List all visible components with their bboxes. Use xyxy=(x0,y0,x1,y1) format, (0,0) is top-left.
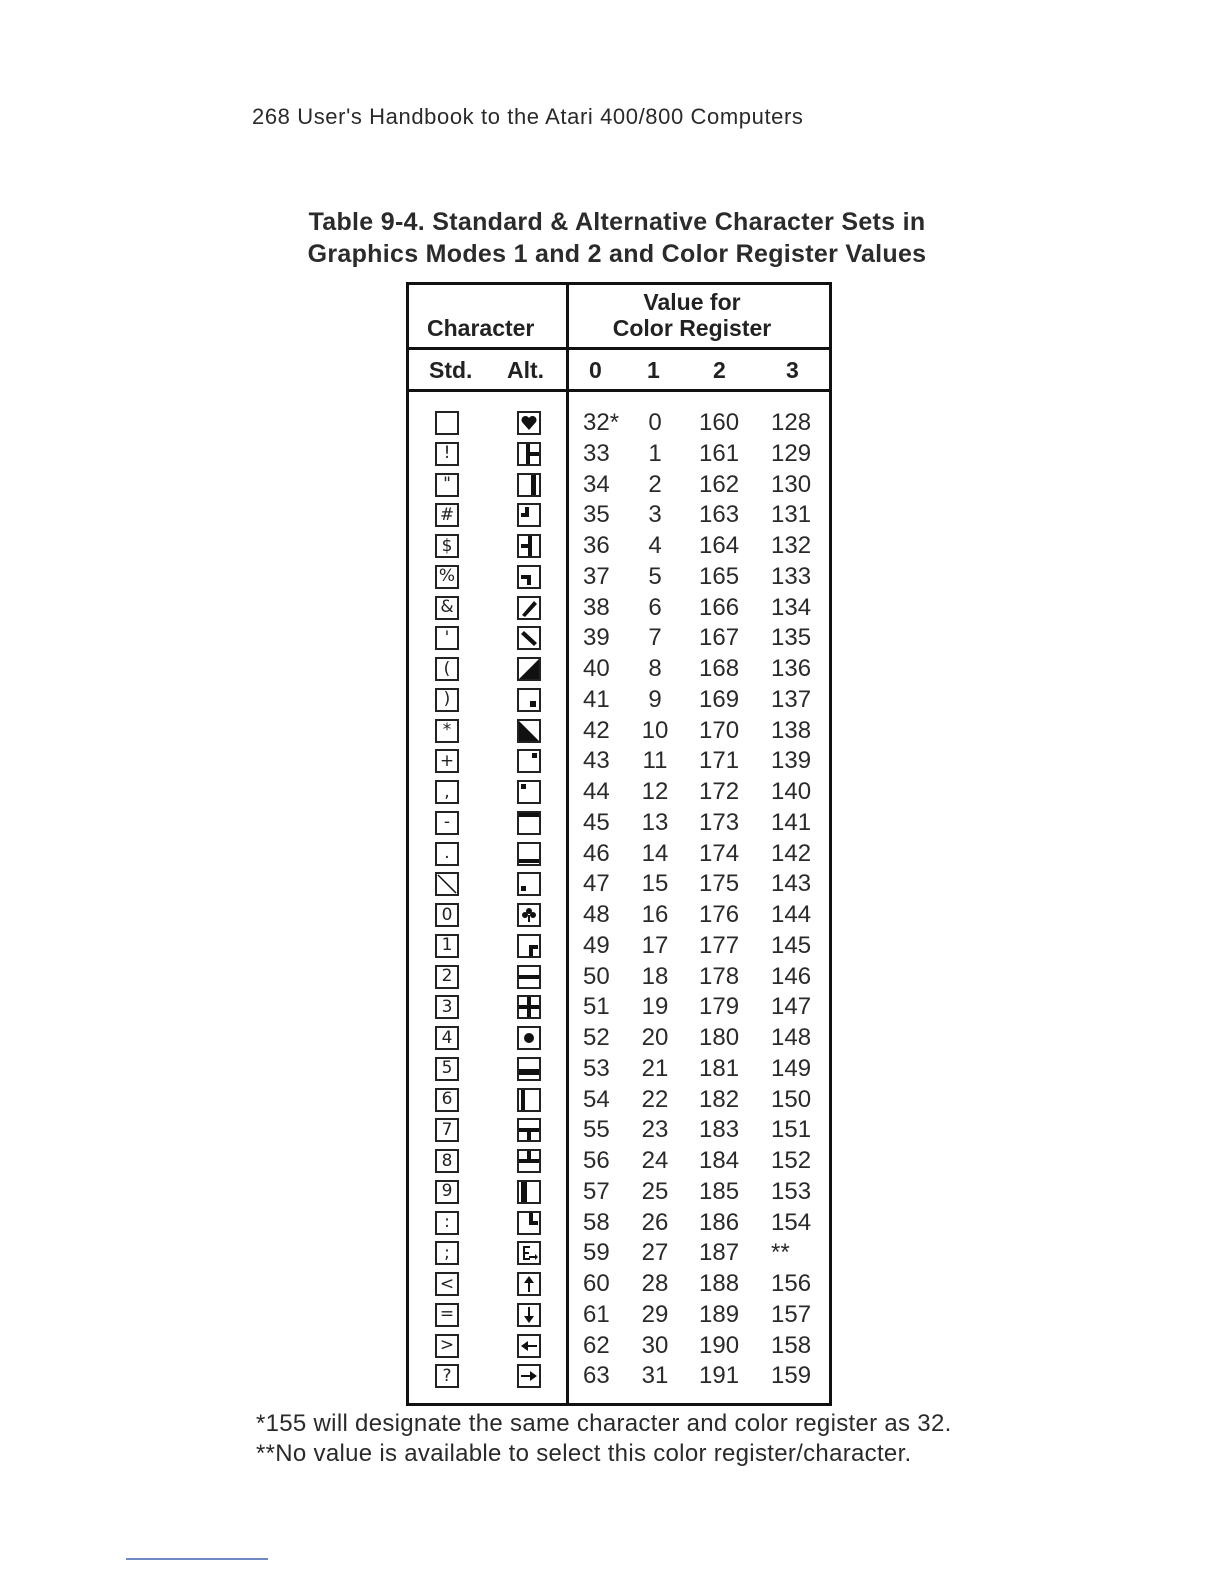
register-value-0: 63 xyxy=(583,1362,610,1390)
register-value-1: 28 xyxy=(641,1270,669,1297)
register-value-2: 164 xyxy=(699,532,740,559)
caption-line-1: Table 9-4. Standard & Alternative Character Sets in xyxy=(308,208,926,236)
footnote-1: *155 will designate the same character and color register as 32. xyxy=(256,1410,952,1437)
table-row xyxy=(409,1361,829,1392)
register-value-3: 128 xyxy=(771,409,812,436)
std-character: ( xyxy=(435,657,459,681)
register-value-3: 158 xyxy=(771,1331,812,1359)
register-value-0: 34 xyxy=(583,470,610,498)
table-row xyxy=(409,1085,829,1116)
register-value-3: 142 xyxy=(771,839,812,867)
table-row xyxy=(409,839,829,870)
register-value-1: 29 xyxy=(641,1300,669,1328)
register-value-0: 43 xyxy=(583,747,610,775)
register-value-1: 25 xyxy=(641,1177,669,1205)
register-value-1: 23 xyxy=(641,1116,669,1144)
table-row xyxy=(409,408,829,439)
register-value-1: 4 xyxy=(648,532,662,559)
left-bar-icon xyxy=(517,1088,541,1112)
register-value-0: 46 xyxy=(583,839,610,867)
register-value-2: 179 xyxy=(699,993,740,1021)
std-character: ? xyxy=(435,1364,459,1388)
register-value-1: 19 xyxy=(641,993,669,1021)
register-value-1: 3 xyxy=(648,501,662,529)
register-value-3: 140 xyxy=(771,778,812,805)
register-value-3: 139 xyxy=(771,747,812,775)
register-value-3: 141 xyxy=(771,808,812,836)
table-row xyxy=(409,992,829,1023)
std-character: 2 xyxy=(435,965,459,989)
register-value-1: 12 xyxy=(641,778,669,805)
register-value-0: 37 xyxy=(583,562,610,590)
register-value-0: 50 xyxy=(583,962,610,990)
std-character xyxy=(435,872,459,896)
register-value-3: 137 xyxy=(771,685,812,713)
header-reg-1: 1 xyxy=(647,357,660,383)
register-value-3: 147 xyxy=(771,993,812,1021)
small-block-top-left-icon xyxy=(517,780,541,804)
register-value-1: 22 xyxy=(641,1085,669,1113)
register-value-1: 5 xyxy=(648,562,662,590)
register-value-2: 167 xyxy=(699,624,740,652)
table-row xyxy=(409,1054,829,1085)
table-row xyxy=(409,654,829,685)
left-thick-bar-icon xyxy=(517,1180,541,1204)
register-value-3: 129 xyxy=(771,439,812,467)
register-value-2: 160 xyxy=(699,409,740,436)
register-value-1: 27 xyxy=(641,1239,669,1267)
register-value-0: 54 xyxy=(583,1085,610,1113)
register-value-2: 161 xyxy=(699,439,740,467)
table-row xyxy=(409,1177,829,1208)
register-value-0: 42 xyxy=(583,716,610,744)
header-divider-2 xyxy=(409,389,829,392)
register-value-2: 185 xyxy=(699,1177,740,1205)
arrow-down-icon xyxy=(517,1303,541,1327)
heart-icon xyxy=(517,411,541,435)
register-value-3: 136 xyxy=(771,655,812,682)
register-value-3: 145 xyxy=(771,931,812,959)
small-block-bottom-left-icon xyxy=(517,872,541,896)
register-value-0: 33 xyxy=(583,439,610,467)
horizontal-line-icon xyxy=(517,965,541,989)
register-value-0: 62 xyxy=(583,1331,610,1359)
small-block-bottom-right-icon xyxy=(517,688,541,712)
table-row xyxy=(409,623,829,654)
register-value-1: 9 xyxy=(648,685,662,713)
register-value-2: 174 xyxy=(699,839,740,867)
std-character: > xyxy=(435,1334,459,1358)
register-value-2: 183 xyxy=(699,1116,740,1144)
register-value-3: 138 xyxy=(771,716,812,744)
register-value-2: 181 xyxy=(699,1054,740,1082)
register-value-1: 24 xyxy=(641,1147,669,1174)
corner-lower-right-icon xyxy=(517,934,541,958)
register-value-1: 2 xyxy=(648,470,662,498)
register-value-2: 178 xyxy=(699,962,740,990)
register-value-0: 60 xyxy=(583,1270,610,1297)
table-row xyxy=(409,746,829,777)
std-character: $ xyxy=(435,534,459,558)
table-row xyxy=(409,900,829,931)
register-value-1: 21 xyxy=(641,1054,669,1082)
club-icon xyxy=(517,903,541,927)
register-value-0: 36 xyxy=(583,532,610,559)
register-value-1: 16 xyxy=(641,901,669,928)
arrow-up-icon xyxy=(517,1272,541,1296)
header-std: Std. xyxy=(429,357,473,383)
table-row xyxy=(409,1300,829,1331)
slash-icon xyxy=(517,596,541,620)
register-value-0: 32* xyxy=(583,409,620,436)
std-character: # xyxy=(435,503,459,527)
register-value-1: 15 xyxy=(641,870,669,898)
table-row xyxy=(409,1331,829,1362)
std-character: - xyxy=(435,811,459,835)
register-value-0: 61 xyxy=(583,1300,610,1328)
table-row xyxy=(409,777,829,808)
register-value-3: 143 xyxy=(771,870,812,898)
register-value-2: 171 xyxy=(699,747,740,775)
std-character: & xyxy=(435,596,459,620)
register-value-2: 166 xyxy=(699,593,740,621)
register-value-0: 59 xyxy=(583,1239,610,1267)
register-value-0: 58 xyxy=(583,1208,610,1236)
table-caption xyxy=(0,206,1224,270)
register-value-3: 154 xyxy=(771,1208,812,1236)
register-value-3: 146 xyxy=(771,962,812,990)
register-value-1: 17 xyxy=(641,931,669,959)
bottom-bar-icon xyxy=(517,842,541,866)
std-character: 0 xyxy=(435,903,459,927)
register-value-2: 172 xyxy=(699,778,740,805)
register-value-1: 20 xyxy=(641,1024,669,1051)
register-value-1: 1 xyxy=(648,439,662,467)
register-value-2: 180 xyxy=(699,1024,740,1051)
corner-upper-right-icon xyxy=(517,1211,541,1235)
std-character xyxy=(435,411,459,435)
register-value-2: 176 xyxy=(699,901,740,928)
register-value-3: 132 xyxy=(771,532,812,559)
register-value-0: 51 xyxy=(583,993,610,1021)
header-value-for: Value for xyxy=(643,289,741,315)
header-reg-3: 3 xyxy=(786,357,799,383)
std-character: 9 xyxy=(435,1180,459,1204)
register-value-3: 148 xyxy=(771,1024,812,1051)
register-value-2: 175 xyxy=(699,870,740,898)
std-character: + xyxy=(435,749,459,773)
std-character: ' xyxy=(435,626,459,650)
std-character: . xyxy=(435,842,459,866)
ball-icon xyxy=(517,1026,541,1050)
register-value-0: 53 xyxy=(583,1054,610,1082)
register-value-2: 163 xyxy=(699,501,740,529)
std-character: 4 xyxy=(435,1026,459,1050)
register-value-1: 8 xyxy=(648,655,662,682)
register-value-0: 38 xyxy=(583,593,610,621)
table-row xyxy=(409,1208,829,1239)
register-value-3: 131 xyxy=(771,501,812,529)
register-value-2: 177 xyxy=(699,931,740,959)
register-value-3: 149 xyxy=(771,1054,812,1082)
register-value-2: 184 xyxy=(699,1147,740,1174)
register-value-2: 191 xyxy=(699,1362,740,1390)
std-character: 3 xyxy=(435,995,459,1019)
register-value-1: 30 xyxy=(641,1331,669,1359)
register-value-3: 133 xyxy=(771,562,812,590)
std-character: ! xyxy=(435,442,459,466)
register-value-1: 11 xyxy=(642,747,668,775)
tee-left-icon xyxy=(517,534,541,558)
std-character: 6 xyxy=(435,1088,459,1112)
register-value-3: 144 xyxy=(771,901,812,928)
register-value-0: 35 xyxy=(583,501,610,529)
table-row xyxy=(409,470,829,501)
register-value-2: 165 xyxy=(699,562,740,590)
register-value-0: 47 xyxy=(583,870,610,898)
register-value-0: 49 xyxy=(583,931,610,959)
small-block-top-right-icon xyxy=(517,749,541,773)
table-row xyxy=(409,962,829,993)
table-row xyxy=(409,593,829,624)
register-value-0: 45 xyxy=(583,808,610,836)
std-character: " xyxy=(435,473,459,497)
table-row xyxy=(409,716,829,747)
register-value-2: 189 xyxy=(699,1300,740,1328)
std-character: , xyxy=(435,780,459,804)
register-value-3: 150 xyxy=(771,1085,812,1113)
register-value-2: 170 xyxy=(699,716,740,744)
std-character: = xyxy=(435,1303,459,1327)
table-row xyxy=(409,1146,829,1177)
corner-top-right-icon xyxy=(517,565,541,589)
top-bar-icon xyxy=(517,811,541,835)
lower-bar-icon xyxy=(517,1057,541,1081)
register-value-2: 173 xyxy=(699,808,740,836)
std-character: 1 xyxy=(435,934,459,958)
register-value-1: 10 xyxy=(641,716,669,744)
register-value-3: 159 xyxy=(771,1362,812,1390)
register-value-0: 57 xyxy=(583,1177,610,1205)
register-value-2: 162 xyxy=(699,470,740,498)
tee-down-icon xyxy=(517,1118,541,1142)
footer-rule xyxy=(126,1558,268,1560)
table-row xyxy=(409,931,829,962)
register-value-3: 153 xyxy=(771,1177,812,1205)
register-value-3: 134 xyxy=(771,593,812,621)
table-row xyxy=(409,685,829,716)
register-value-0: 56 xyxy=(583,1147,610,1174)
register-value-0: 48 xyxy=(583,901,610,928)
vertical-bar-right-icon xyxy=(517,473,541,497)
std-character: % xyxy=(435,565,459,589)
footnote-2: **No value is available to select this color register/character. xyxy=(256,1440,912,1467)
triangle-bottom-left-icon xyxy=(517,719,541,743)
table-row xyxy=(409,1238,829,1269)
corner-bottom-right-icon xyxy=(517,503,541,527)
register-value-2: 188 xyxy=(699,1270,740,1297)
register-value-0: 44 xyxy=(583,778,610,805)
register-value-0: 39 xyxy=(583,624,610,652)
arrow-right-icon xyxy=(517,1364,541,1388)
header-character: Character xyxy=(427,315,535,341)
register-value-1: 0 xyxy=(648,409,662,436)
header-color-register: Color Register xyxy=(612,315,772,341)
backslash-icon xyxy=(517,626,541,650)
std-character: ) xyxy=(435,688,459,712)
register-value-1: 14 xyxy=(641,839,669,867)
register-value-2: 169 xyxy=(699,685,740,713)
escape-icon xyxy=(517,1241,541,1265)
std-character: 8 xyxy=(435,1149,459,1173)
table-body xyxy=(409,408,829,1392)
register-value-0: 40 xyxy=(583,655,610,682)
arrow-left-icon xyxy=(517,1334,541,1358)
register-value-1: 7 xyxy=(648,624,662,652)
tee-right-icon xyxy=(517,442,541,466)
std-character: : xyxy=(435,1211,459,1235)
register-value-2: 186 xyxy=(699,1208,740,1236)
caption-line-2: Graphics Modes 1 and 2 and Color Register Values xyxy=(307,240,927,268)
register-value-3: 135 xyxy=(771,624,812,652)
register-value-2: 182 xyxy=(699,1085,740,1113)
register-value-0: 55 xyxy=(583,1116,610,1144)
table-row xyxy=(409,1269,829,1300)
register-value-3: 151 xyxy=(771,1116,812,1144)
std-character: 7 xyxy=(435,1118,459,1142)
register-value-1: 6 xyxy=(648,593,662,621)
std-character: 5 xyxy=(435,1057,459,1081)
register-value-0: 41 xyxy=(583,685,610,713)
header-alt: Alt. xyxy=(507,357,545,383)
triangle-bottom-right-icon xyxy=(517,657,541,681)
register-value-3: 156 xyxy=(771,1270,812,1297)
std-character: < xyxy=(435,1272,459,1296)
tee-up-icon xyxy=(517,1149,541,1173)
register-value-2: 187 xyxy=(699,1239,740,1267)
table-row xyxy=(409,439,829,470)
register-value-1: 26 xyxy=(641,1208,669,1236)
table-row xyxy=(409,531,829,562)
register-value-3: ** xyxy=(771,1239,790,1267)
table-row xyxy=(409,808,829,839)
table-row xyxy=(409,562,829,593)
register-value-1: 18 xyxy=(641,962,669,990)
register-value-2: 190 xyxy=(699,1331,740,1359)
cross-icon xyxy=(517,995,541,1019)
register-value-2: 168 xyxy=(699,655,740,682)
header-reg-2: 2 xyxy=(713,357,726,383)
std-character: ; xyxy=(435,1241,459,1265)
register-value-1: 31 xyxy=(641,1362,669,1390)
table-row xyxy=(409,1115,829,1146)
character-set-table xyxy=(406,282,832,1406)
register-value-0: 52 xyxy=(583,1024,610,1051)
table-row xyxy=(409,500,829,531)
table-row xyxy=(409,869,829,900)
table-row xyxy=(409,1023,829,1054)
header-divider-1 xyxy=(409,347,829,350)
register-value-3: 152 xyxy=(771,1147,812,1174)
register-value-3: 130 xyxy=(771,470,812,498)
std-character: * xyxy=(435,719,459,743)
register-value-1: 13 xyxy=(641,808,669,836)
running-head: 268 User's Handbook to the Atari 400/800 Computers xyxy=(252,104,804,129)
register-value-3: 157 xyxy=(771,1300,812,1328)
header-reg-0: 0 xyxy=(589,357,602,383)
